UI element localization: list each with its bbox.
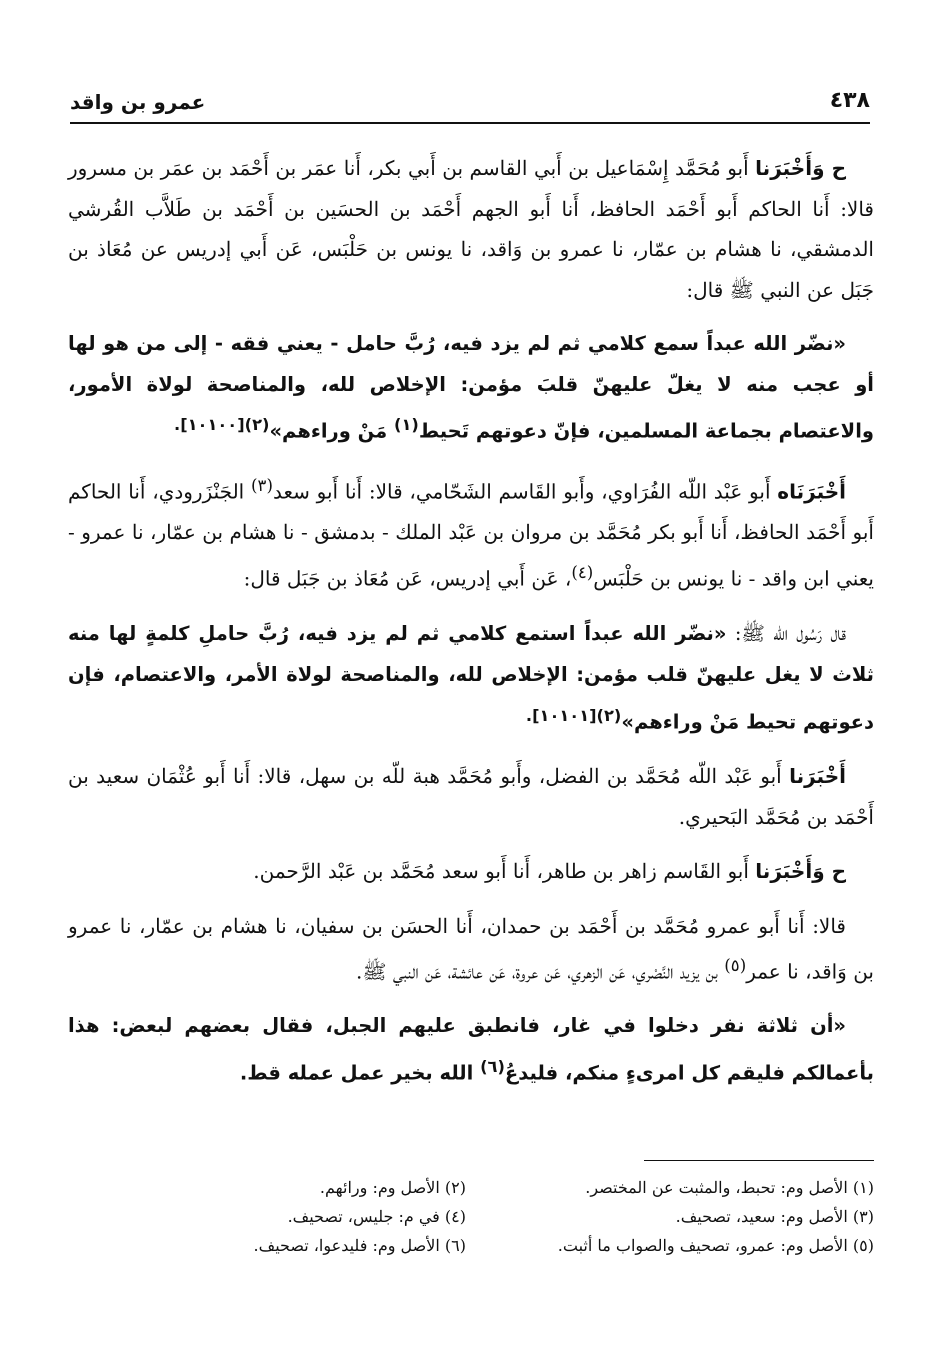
footnote-row [68, 1231, 874, 1260]
running-title: عمرو بن واقد [70, 90, 206, 114]
footnote-marker: (٣) [251, 476, 273, 495]
hadith-text: «أن ثلاثة نفر دخلوا في غار، فانطبق عليهم الجبل، فقال بعضهم لبعض: هذا بأعمالكم فليقم كل امرىءٍ منكم، فليدعُ [68, 1014, 874, 1085]
isnad-text: قالا: أَنا أَبو عمرو مُحَمَّد بن أَحْمَد بن حمدان، أَنا الحسَن بن سفيان، نا هشام بن عمّار، نا عمرو بن وَاقد، نا عمر [68, 913, 874, 984]
reference-marker: (٢)[١٠١٠٠]. [174, 415, 270, 434]
footnote-item: (٤) في م: جليس، تصحيف. [287, 1207, 466, 1226]
isnad-lead: أَخْبَرَنَاه [777, 479, 846, 504]
hadith-text: «نضّر الله عبداً استمع كلامي ثم لم يزد فيه، رُبَّ حاملِ كلمةٍ لها منه ثلاث لا يغل عليهنّ قلب مؤمن: الإخلاص لله، والمناصحة لولاة الأمر، والاعتصام، فإن دعوتهم تحيط مَنْ وراءهم» [68, 621, 874, 734]
isnad-paragraph-4 [68, 851, 874, 892]
footnote-item: (٦) الأصل وم: فليدعوا، تصحيف. [253, 1236, 466, 1255]
footnote-row [68, 1202, 874, 1231]
isnad-tail: ، عَن أَبي إدريس، عَن مُعَاذ بن جَبَل قال: [243, 566, 572, 591]
reference-marker: (٢)[١٠١٠١]. [525, 705, 622, 725]
hadith-paragraph-3 [68, 1006, 874, 1094]
footnote-item: (٥) الأصل وم: عمرو، تصحيف والصواب ما أثبت. [557, 1236, 874, 1255]
footnote-item: (١) الأصل وم: تحبط، والمثبت عن المختصر. [585, 1178, 874, 1197]
isnad-paragraph-5 [68, 906, 874, 993]
isnad-text: أَبو مُحَمَّد إِسْمَاعيل بن أَبي القاسم بن أَبي بكر، أَنا عمَر بن أَحْمَد بن عمَر بن مسرور قالا: أَنا الحاكم أَبو أَحْمَد الحافظ، أَنا أَبو الجهم أَحْمَد بن الحسَين بن أَحْمَد بن طَلاَّب القُرشي الدمشقي، نا هشام بن عمّار، نا عمرو بن وَاقد، نا يونس بن حَلْبَس، عَن أَبي إدريس عن مُعَاذ بن جَبَل عن النبي ﷺ قال: [68, 156, 874, 302]
footnote-rule [644, 1160, 874, 1161]
footnote-item: (٢) الأصل وم: ورائهم. [319, 1178, 466, 1197]
footnote-marker: (٥) [724, 956, 747, 976]
footnote-marker: (١) [394, 415, 419, 434]
hadith-paragraph-1 [68, 324, 874, 452]
page-number: ٤٣٨ [829, 88, 870, 113]
footnotes [68, 1160, 874, 1260]
isnad-paragraph-1 [68, 148, 874, 310]
footnote-row [68, 1173, 874, 1202]
page-body [68, 148, 874, 1108]
isnad-tail: الجَنْزَرودي، أَنا الحاكم أَبو أَحْمَد الحافظ، أَنا أَبو بكر مُحَمَّد بن مروان بن عَبْد الملك - بدمشق - نا هشام بن عمّار، نا عمرو - يعني ابن واقد - نا يونس بن حَلْبَس [68, 479, 874, 591]
hadith-tail: الله بخير عمل عمله قط. [239, 1061, 481, 1085]
isnad-lead: أَخْبَرَنا [789, 764, 846, 789]
hadith-tail: مَنْ وراءهم» [269, 419, 395, 443]
hadith-intro: قال رَسُول الله ﷺ: [726, 621, 846, 645]
footnote-marker: (٦) [480, 1056, 505, 1076]
isnad-paragraph-3 [68, 756, 874, 837]
footnote-item: (٣) الأصل وم: سعيد، تصحيف. [675, 1207, 874, 1226]
isnad-text: أَبو عَبْد اللّه الفُرَاوي، وأَبو القَاسم الشَحّامي، قالا: أَنا أَبو سعد [272, 479, 778, 504]
isnad-lead: ح وَأَخْبَرَنا [755, 859, 846, 884]
isnad-lead: ح وَأَخْبَرَنا [755, 156, 846, 180]
isnad-text: أَبو عَبْد اللّه مُحَمَّد بن الفضل، وأَبو مُحَمَّد هبة للّه بن سهل، قالا: أَنا أَبو عُثْمَان سعيد بن أَحْمَد بن مُحَمَّد البَحيري. [68, 764, 874, 829]
isnad-paragraph-2 [68, 466, 874, 599]
hadith-paragraph-2 [68, 613, 874, 743]
isnad-text: أَبو القَاسم زاهر بن طاهر، أَنا أَبو سعد مُحَمَّد بن عَبْد الرَّحمن. [253, 859, 756, 884]
hadith-text: «نضّر الله عبداً سمع كلامي ثم لم يزد فيه، رُبَّ حامل - يعني فقه - إلى من هو لها أو عجب منه لا يغلّ عليهنّ قلبَ مؤمن: الإخلاص لله، والمناصحة لولاة الأمور، والاعتصام بجماعة المسلمين، فإنّ دعوتهم تَحيط [68, 332, 874, 443]
page-header [70, 82, 870, 124]
isnad-tail: بن يزيد النَّصْري، عَن الزهري، عَن عروة، عَن عائشة، عَن النبي ﷺ. [355, 959, 725, 984]
footnote-marker: (٤) [571, 562, 594, 582]
